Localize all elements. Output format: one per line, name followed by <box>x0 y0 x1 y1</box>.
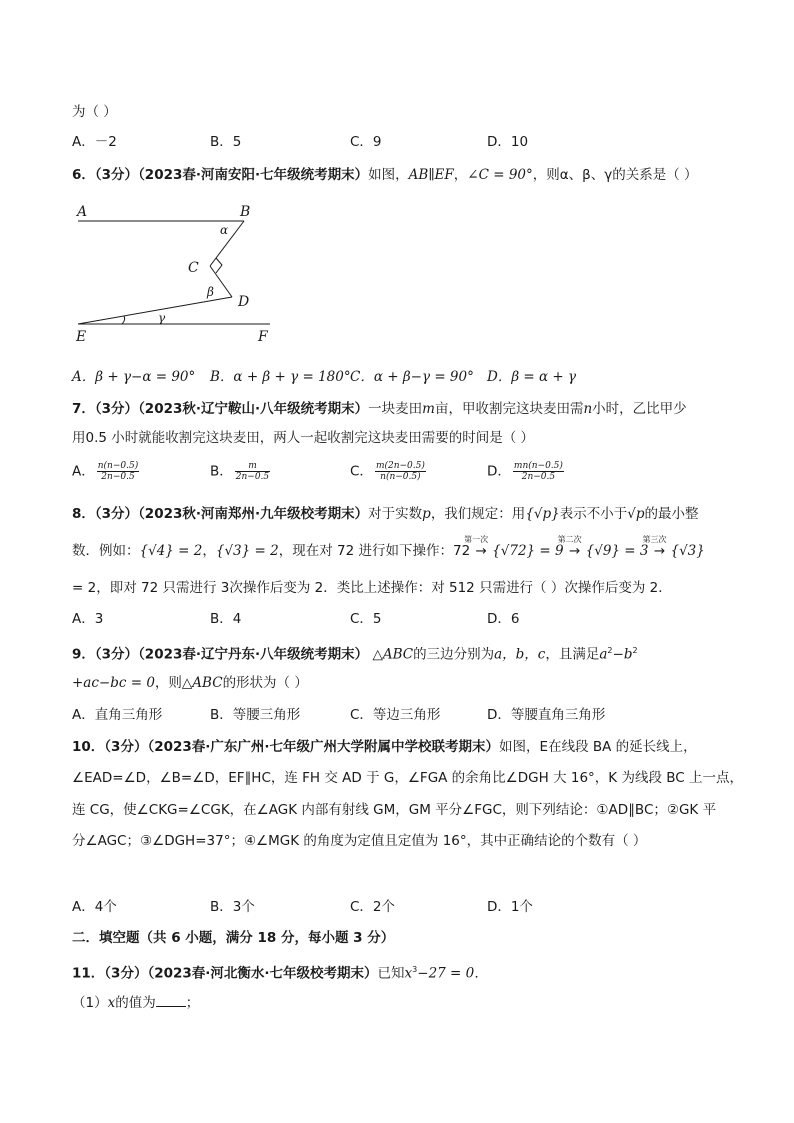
q8-stem-line1: 8．（3分）（2023秋·河南郑州·九年级校考期末）对于实数p，我们规定：用{√p}表示不小于√p的最小整 <box>72 506 699 522</box>
q8-option-a: A．3 <box>72 611 104 627</box>
q9-stem-line1: 9．（3分）（2023春·辽宁丹东·八年级统考期末） △ABC的三边分别为a，b，c，且满足$a^2-b^2$ <box>72 646 638 663</box>
q7-stem-line2: 用0.5 小时就能收割完这块麦田，两人一起收割完这块麦田需要的时间是（ ） <box>72 430 535 446</box>
q9-option-a: A．直角三角形 <box>72 707 163 723</box>
q10-stem-line4: 分∠AGC；③∠DGH=37°；④∠MGK 的角度为定值且定值为 16°，其中正确结论的个数有（ ） <box>72 833 647 849</box>
q5-option-d: D．10 <box>487 134 529 150</box>
label-alpha: α <box>220 223 229 237</box>
q10-stem-line1: 10．（3分）（2023春·广东广州·七年级广州大学附属中学校联考期末）如图，E在线段 BA 的延长线上， <box>72 739 697 755</box>
label-gamma: γ <box>158 311 166 325</box>
q10-option-c: C．2个 <box>350 899 396 915</box>
question-continuation: 为（ ） <box>72 104 117 120</box>
q9-option-c: C．等边三角形 <box>350 707 441 723</box>
q6-option-c: C．α + β−γ = 90° <box>350 369 474 385</box>
q6-option-d: D．β = α + γ <box>487 369 577 385</box>
q6-option-a: A．β + γ−α = 90° <box>72 369 196 385</box>
label-f: F <box>258 329 268 345</box>
line-de <box>78 297 232 324</box>
answer-blank[interactable] <box>156 992 186 1007</box>
q8-option-b: B．4 <box>210 611 242 627</box>
label-e: E <box>76 329 87 345</box>
q10-stem-line3: 连 CG，使∠CKG=∠CGK，在∠AGK 内部有射线 GM，GM 平分∠FGC，则下列结论：①AD∥BC；②GK 平 <box>72 802 717 818</box>
arrow-step-1: 第一次 → <box>464 535 489 559</box>
q10-option-a: A．4个 <box>72 899 117 915</box>
right-angle-mark <box>216 258 222 273</box>
q11-stem: 11．（3分）（2023春·河北衡水·七年级校考期末）已知$x^3-27 = 0$． <box>72 965 488 982</box>
q9-option-b: B．等腰三角形 <box>210 707 301 723</box>
q5-option-b: B．5 <box>210 134 242 150</box>
label-d: D <box>238 294 250 310</box>
section-fill-in-blank-title: 二．填空题（共 6 小题，满分 18 分，每小题 3 分） <box>72 930 395 946</box>
q6-option-b: B．α + β + γ = 180° <box>210 369 351 385</box>
q7-option-c: C． $\frac{m(2n-0.5)}{n(n-0.5)}$ <box>350 461 425 482</box>
q5-option-c: C．9 <box>350 134 382 150</box>
label-a: A <box>77 204 88 220</box>
gamma-arc <box>122 316 125 324</box>
q6-stem: 6．（3分）（2023春·河南安阳·七年级统考期末）如图，AB∥EF，∠C = 90°，则α、β、γ的关系是（ ） <box>72 167 698 183</box>
q7-option-d: D． $\frac{mn(n-0.5)}{2n-0.5}$ <box>487 461 563 482</box>
q7-option-b: B． $\frac{m}{2n-0.5}$ <box>210 461 270 482</box>
label-c: C <box>188 260 199 276</box>
q10-stem-line2: ∠EAD=∠D，∠B=∠D，EF∥HC，连 FH 交 AD 于 G，∠FGA 的余角比∠DGH 大 16°，K 为线段 BC 上一点， <box>72 770 743 786</box>
q9-option-d: D．等腰直角三角形 <box>487 707 606 723</box>
q8-option-d: D．6 <box>487 611 520 627</box>
q10-option-b: B．3个 <box>210 899 255 915</box>
label-b: B <box>240 204 251 220</box>
q8-stem-line3: = 2，即对 72 只需进行 3次操作后变为 2．类比上述操作：对 512 只需进行（ ）次操作后变为 2． <box>72 580 672 596</box>
q11-subquestion-1: （1）x的值为 ； <box>72 992 199 1013</box>
arrow-step-3: 第三次 → <box>642 535 667 559</box>
q8-stem-line2: 数．例如：{√4} = 2，{√3} = 2，现在对 72 进行如下操作：72 第一次 → {√72} = 9 第二次 → {√9} = 3 第三次 → {√3} <box>72 535 705 559</box>
q5-option-a: A．－2 <box>72 134 117 150</box>
label-beta: β <box>207 285 214 299</box>
q10-option-d: D．1个 <box>487 899 533 915</box>
q6-geometry-figure <box>70 198 280 348</box>
arrow-step-2: 第二次 → <box>557 535 582 559</box>
q7-stem-line1: 7．（3分）（2023秋·辽宁鞍山·八年级统考期末）一块麦田m亩，甲收割完这块麦田需n小时，乙比甲少 <box>72 401 687 417</box>
q7-option-a: A． $\frac{n(n-0.5)}{2n-0.5}$ <box>72 461 139 482</box>
q8-option-c: C．5 <box>350 611 382 627</box>
q9-stem-line2: +ac−bc = 0，则△ABC的形状为（ ） <box>72 675 308 691</box>
